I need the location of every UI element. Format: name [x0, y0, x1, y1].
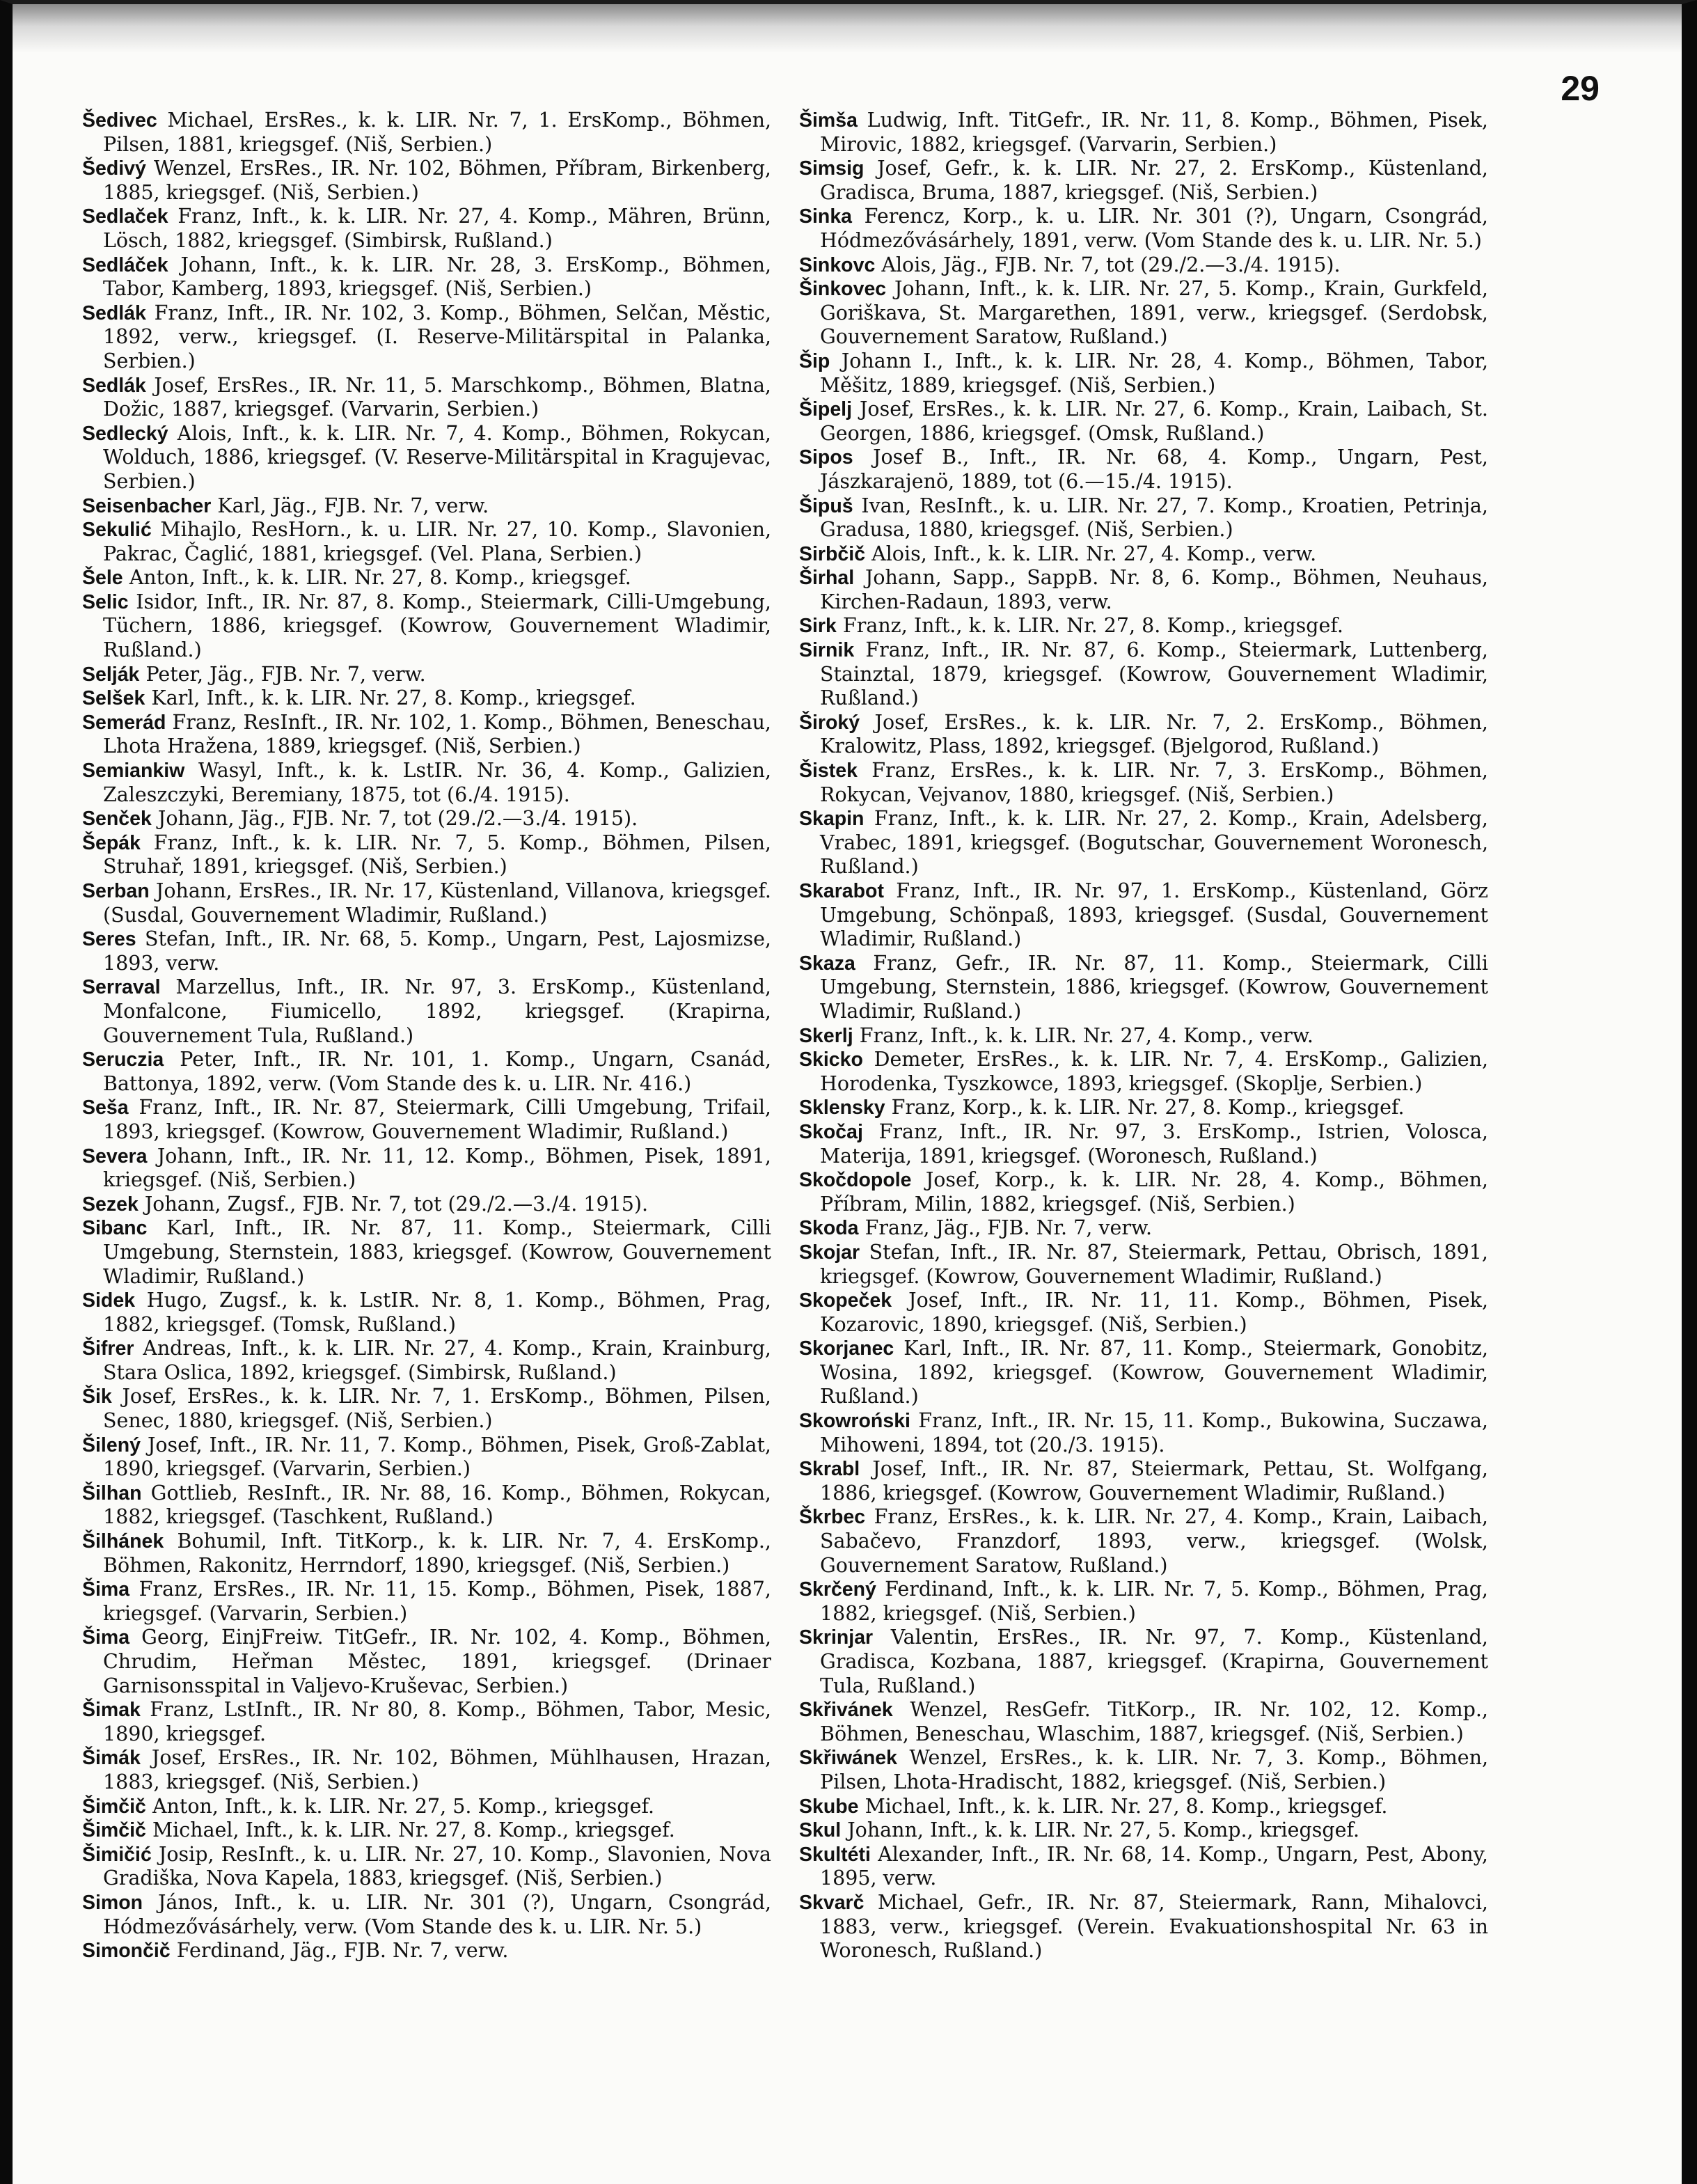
entry-surname: Šepák	[82, 831, 141, 854]
entry-details: Michael, Inft., k. k. LIR. Nr. 27, 8. Komp., kriegsgef.	[145, 1818, 675, 1842]
entry-surname: Sirk	[799, 615, 837, 638]
entry-surname: Šima	[82, 1626, 130, 1649]
entry-surname: Sibanc	[82, 1217, 148, 1240]
list-item	[799, 1698, 1488, 1746]
entry-details: Johann, Jäg., FJB. Nr. 7, tot (29./2.—3./4. 1915).	[151, 807, 638, 831]
list-item	[82, 1337, 771, 1385]
entry-details: Peter, Jäg., FJB. Nr. 7, verw.	[139, 662, 426, 686]
entry-details: Franz, Inft., k. k. LIR. Nr. 27, 4. Komp., verw.	[853, 1023, 1313, 1047]
list-item	[82, 1818, 771, 1843]
entry-surname: Sidek	[82, 1289, 136, 1312]
entry-surname: Skočdopole	[799, 1169, 912, 1192]
entry-details: Josip, ResInft., k. u. LIR. Nr. 27, 10. Komp., Slavonien, Nova Gradiška, Nova Kapela, 1883, kriegsgef. (Niš, Serbien.)	[103, 1842, 771, 1890]
list-item	[82, 1795, 771, 1819]
list-item	[82, 374, 771, 422]
list-item	[82, 975, 771, 1048]
list-item	[82, 807, 771, 831]
entry-details: Johann, Sapp., SappB. Nr. 8, 6. Komp., Böhmen, Neuhaus, Kirchen-Radaun, 1893, verw.	[820, 566, 1488, 613]
entry-surname: Skerlj	[799, 1024, 853, 1047]
list-item	[82, 1482, 771, 1530]
entry-surname: Šimak	[82, 1699, 141, 1722]
entry-details: Hugo, Zugsf., k. k. LstIR. Nr. 8, 1. Komp., Böhmen, Prag, 1882, kriegsgef. (Tomsk, Rußland.)	[103, 1289, 771, 1336]
entry-details: Anton, Inft., k. k. LIR. Nr. 27, 5. Komp., kriegsgef.	[145, 1794, 655, 1818]
entry-details: Michael, Gefr., IR. Nr. 87, Steiermark, Rann, Mihalovci, 1883, verw., kriegsgef. (Verein. Evakuationshospital Nr. 63 in Woronesch, Rußland.)	[820, 1890, 1488, 1963]
entry-details: Georg, EinjFreiw. TitGefr., IR. Nr. 102, 4. Komp., Böhmen, Chrudim, Heřman Městec, 1891, kriegsgef. (Drinaer Garnisonsspital in Valjevo-Kruševac, Serbien.)	[103, 1626, 771, 1697]
list-item	[799, 1337, 1488, 1409]
entry-details: Mihajlo, ResHorn., k. u. LIR. Nr. 27, 10. Komp., Slavonien, Pakrac, Čaglić, 1881, kriegsgef. (Vel. Plana, Serbien.)	[103, 518, 771, 565]
right-column	[799, 109, 1488, 1963]
list-item	[799, 1120, 1488, 1168]
list-item	[799, 1891, 1488, 1963]
list-item	[799, 614, 1488, 638]
entry-surname: Seruczia	[82, 1048, 164, 1071]
entry-details: Franz, Inft., k. k. LIR. Nr. 7, 5. Komp., Böhmen, Pilsen, Struhař, 1891, kriegsgef. (Niš, Serbien.)	[103, 831, 771, 879]
entry-surname: Sinka	[799, 205, 853, 228]
entry-details: Franz, Inft., IR. Nr. 97, 3. ErsKomp., Istrien, Volosca, Materija, 1891, kriegsgef. (Woronesch, Rußland.)	[820, 1120, 1488, 1168]
entry-details: Wenzel, ErsRes., IR. Nr. 102, Böhmen, Příbram, Birkenberg, 1885, kriegsgef. (Niš, Serbien.)	[103, 157, 771, 204]
entry-details: Josef, Gefr., k. k. LIR. Nr. 27, 2. ErsKomp., Küstenland, Gradisca, Bruma, 1887, kriegsgef. (Niš, Serbien.)	[820, 157, 1488, 204]
entry-surname: Šimša	[799, 109, 858, 132]
entry-details: Wasyl, Inft., k. k. LstIR. Nr. 36, 4. Komp., Galizien, Zaleszczyki, Beremiany, 1875, tot (6./4. 1915).	[103, 759, 771, 806]
entry-details: Franz, Jäg., FJB. Nr. 7, verw.	[858, 1216, 1153, 1240]
list-item	[799, 1457, 1488, 1505]
entry-surname: Selic	[82, 590, 129, 613]
entry-surname: Simsig	[799, 157, 865, 180]
list-item	[799, 1505, 1488, 1578]
list-item	[799, 205, 1488, 253]
entry-details: Andreas, Inft., k. k. LIR. Nr. 27, 4. Komp., Krain, Krainburg, Stara Oslica, 1892, kriegsgef. (Simbirsk, Rußland.)	[103, 1337, 771, 1384]
entry-details: Franz, Gefr., IR. Nr. 87, 11. Komp., Steiermark, Cilli Umgebung, Sternstein, 1886, kriegsgef. (Kowrow, Gouvernement Wladimir, Rußland.)	[820, 951, 1488, 1023]
list-item	[82, 927, 771, 975]
entry-surname: Skoda	[799, 1217, 859, 1240]
entry-surname: Šima	[82, 1578, 130, 1601]
entry-surname: Skaza	[799, 952, 855, 975]
entry-details: Isidor, Inft., IR. Nr. 87, 8. Komp., Steiermark, Cilli-Umgebung, Tüchern, 1886, kriegsgef. (Kowrow, Gouvernement Wladimir, Rußland.)	[103, 590, 771, 662]
entry-details: Alois, Inft., k. k. LIR. Nr. 27, 4. Komp., verw.	[865, 542, 1317, 565]
entry-details: Josef, ErsRes., IR. Nr. 11, 5. Marschkomp., Böhmen, Blatna, Dožic, 1887, kriegsgef. (Varvarin, Serbien.)	[103, 373, 771, 421]
entry-details: Franz, Inft., IR. Nr. 87, 6. Komp., Steiermark, Luttenberg, Stainztal, 1879, kriegsgef. (Kowrow, Gouvernement Wladimir, Rußland.)	[820, 638, 1488, 710]
list-item	[82, 1698, 771, 1746]
list-item	[82, 1530, 771, 1578]
entry-surname: Šedivec	[82, 109, 157, 132]
list-item	[82, 109, 771, 157]
entry-surname: Sinkovc	[799, 253, 876, 276]
entry-surname: Šinkovec	[799, 278, 887, 301]
entry-details: Josef, Korp., k. k. LIR. Nr. 28, 4. Komp., Böhmen, Příbram, Milin, 1882, kriegsgef. (Niš, Serbien.)	[820, 1168, 1488, 1216]
page-number: 29	[1561, 69, 1600, 108]
list-item	[82, 1385, 771, 1433]
entry-surname: Skrčený	[799, 1578, 876, 1601]
entry-details: Marzellus, Inft., IR. Nr. 97, 3. ErsKomp., Küstenland, Monfalcone, Fiumicello, 1892, kriegsgef. (Krapirna, Gouvernement Tula, Rußland.)	[103, 975, 771, 1047]
list-item	[82, 1578, 771, 1626]
list-item	[799, 109, 1488, 157]
entry-surname: Sedlák	[82, 374, 146, 397]
entry-details: Franz, Inft., IR. Nr. 87, Steiermark, Cilli Umgebung, Trifail, 1893, kriegsgef. (Kowrow, Gouvernement Wladimir, Rußland.)	[103, 1096, 771, 1143]
entry-surname: Šipelj	[799, 398, 853, 421]
list-item	[82, 566, 771, 590]
entry-details: Franz, ErsRes., k. k. LIR. Nr. 27, 4. Komp., Krain, Laibach, Sabačevo, Franzdorf, 1893, verw., kriegsgef. (Wolsk, Gouvernement Saratow, Rußland.)	[820, 1505, 1488, 1577]
list-item	[799, 1843, 1488, 1891]
list-item	[799, 446, 1488, 494]
list-item	[799, 879, 1488, 952]
list-item	[799, 1818, 1488, 1843]
entry-details: Karl, Jäg., FJB. Nr. 7, verw.	[211, 494, 489, 517]
entry-details: Karl, Inft., IR. Nr. 87, 11. Komp., Steiermark, Cilli Umgebung, Sternstein, 1883, kriegsgef. (Kowrow, Gouvernement Wladimir, Rußland.)	[103, 1216, 771, 1288]
list-item	[82, 1746, 771, 1794]
list-item	[82, 1891, 771, 1939]
entry-details: Johann, Inft., IR. Nr. 11, 12. Komp., Böhmen, Pisek, 1891, kriegsgef. (Niš, Serbien.)	[103, 1144, 771, 1192]
entry-surname: Skul	[799, 1819, 842, 1842]
entry-details: Johann, Zugsf., FJB. Nr. 7, tot (29./2.—3./4. 1915).	[138, 1192, 649, 1216]
entry-surname: Skřiwánek	[799, 1747, 897, 1770]
entry-surname: Sirnik	[799, 639, 855, 662]
entry-surname: Šimčič	[82, 1795, 146, 1818]
entry-surname: Šimičić	[82, 1843, 152, 1866]
list-item	[82, 1193, 771, 1217]
entry-details: Bohumil, Inft. TitKorp., k. k. LIR. Nr. 7, 4. ErsKomp., Böhmen, Rakonitz, Herrndorf, 1890, kriegsgef. (Niš, Serbien.)	[103, 1530, 771, 1577]
entry-surname: Šimák	[82, 1747, 141, 1770]
entry-details: Franz, Inft., IR. Nr. 15, 11. Komp., Bukowina, Suczawa, Mihoweni, 1894, tot (20./3. 1915).	[820, 1409, 1488, 1456]
entry-details: Demeter, ErsRes., k. k. LIR. Nr. 7, 4. ErsKomp., Galizien, Horodenka, Tyszkowce, 1893, kriegsgef. (Skoplje, Serbien.)	[820, 1048, 1488, 1095]
list-item	[82, 1289, 771, 1337]
entry-details: Franz, ErsRes., IR. Nr. 11, 15. Komp., Böhmen, Pisek, 1887, kriegsgef. (Varvarin, Serbien.)	[103, 1578, 771, 1625]
list-item	[82, 590, 771, 663]
entry-surname: Sedláček	[82, 253, 168, 276]
entry-surname: Sirbčič	[799, 542, 866, 565]
entry-surname: Skultéti	[799, 1843, 871, 1866]
entry-surname: Sipos	[799, 446, 853, 469]
list-item	[799, 277, 1488, 349]
entry-surname: Skowroński	[799, 1410, 910, 1433]
entry-details: Josef, ErsRes., k. k. LIR. Nr. 7, 2. ErsKomp., Böhmen, Kralowitz, Plass, 1892, kriegsgef. (Bjelgorod, Rußland.)	[820, 710, 1488, 758]
list-item	[799, 1289, 1488, 1337]
entry-surname: Sedlaček	[82, 205, 168, 228]
entry-surname: Selšek	[82, 687, 145, 710]
list-item	[799, 1048, 1488, 1096]
entry-details: Ferencz, Korp., k. u. LIR. Nr. 301 (?), Ungarn, Csongrád, Hódmezővásárhely, 1891, verw. (Vom Stande des k. u. LIR. Nr. 5.)	[820, 205, 1488, 252]
entry-surname: Skicko	[799, 1048, 863, 1071]
list-item	[82, 1216, 771, 1289]
entry-surname: Sedlecký	[82, 422, 168, 445]
entry-surname: Šedivý	[82, 157, 146, 180]
entry-details: Franz, Inft., k. k. LIR. Nr. 27, 2. Komp., Krain, Adelsberg, Vrabec, 1891, kriegsgef. (Bogutschar, Gouvernement Woronesch, Rußland.)	[820, 807, 1488, 879]
entry-surname: Sezek	[82, 1193, 139, 1216]
list-item	[799, 952, 1488, 1024]
list-item	[799, 1168, 1488, 1216]
entry-surname: Šistek	[799, 760, 858, 783]
list-item	[799, 1578, 1488, 1626]
list-item	[82, 711, 771, 759]
entry-details: Josef, Inft., IR. Nr. 87, Steiermark, Pettau, St. Wolfgang, 1886, kriegsgef. (Kowrow, Gouvernement Wladimir, Rußland.)	[820, 1457, 1488, 1505]
list-item	[799, 1096, 1488, 1120]
list-item	[82, 301, 771, 374]
list-item	[82, 494, 771, 519]
entry-surname: Simon	[82, 1891, 143, 1914]
entry-surname: Skarabot	[799, 880, 884, 902]
entry-details: Anton, Inft., k. k. LIR. Nr. 27, 8. Komp., kriegsgef.	[123, 566, 631, 590]
entry-details: Josef, ErsRes., k. k. LIR. Nr. 27, 6. Komp., Krain, Laibach, St. Georgen, 1886, kriegsgef. (Omsk, Rußland.)	[820, 398, 1488, 445]
list-item	[799, 807, 1488, 879]
entry-details: Ferdinand, Jäg., FJB. Nr. 7, verw.	[170, 1939, 509, 1963]
entry-surname: Širhal	[799, 567, 855, 590]
entry-details: Alois, Jäg., FJB. Nr. 7, tot (29./2.—3./4. 1915).	[875, 253, 1341, 276]
list-item	[82, 205, 771, 253]
entry-surname: Skube	[799, 1795, 859, 1818]
list-item	[82, 1939, 771, 1963]
entry-details: Josef, Inft., IR. Nr. 11, 7. Komp., Böhmen, Pisek, Groß-Zablat, 1890, kriegsgef. (Varvarin, Serbien.)	[103, 1433, 771, 1481]
entry-surname: Serraval	[82, 976, 161, 999]
entry-surname: Skojar	[799, 1241, 860, 1264]
entry-details: Franz, Inft., k. k. LIR. Nr. 27, 8. Komp., kriegsgef.	[836, 614, 1343, 638]
entry-details: Stefan, Inft., IR. Nr. 87, Steiermark, Pettau, Obrisch, 1891, kriegsgef. (Kowrow, Gouvernement Wladimir, Rußland.)	[820, 1240, 1488, 1288]
list-item	[82, 253, 771, 301]
list-item	[82, 1433, 771, 1482]
list-item	[799, 711, 1488, 759]
list-item	[799, 1241, 1488, 1289]
entry-surname: Sedlák	[82, 301, 146, 324]
entry-details: Ferdinand, Inft., k. k. LIR. Nr. 7, 5. Komp., Böhmen, Prag, 1882, kriegsgef. (Niš, Serbien.)	[820, 1578, 1488, 1625]
entry-details: Franz, LstInft., IR. Nr 80, 8. Komp., Böhmen, Tabor, Mesic, 1890, kriegsgef.	[103, 1698, 771, 1745]
list-item	[799, 566, 1488, 614]
entry-details: Johann, Inft., k. k. LIR. Nr. 27, 5. Komp., kriegsgef.	[841, 1818, 1360, 1842]
list-item	[82, 1145, 771, 1193]
entry-surname: Sklensky	[799, 1097, 885, 1120]
list-item	[799, 1409, 1488, 1457]
entry-surname: Škrbec	[799, 1506, 866, 1529]
list-item	[799, 157, 1488, 205]
list-item	[82, 1626, 771, 1698]
list-item	[799, 542, 1488, 567]
list-item	[82, 1048, 771, 1096]
entry-details: Stefan, Inft., IR. Nr. 68, 5. Komp., Ungarn, Pest, Lajosmizse, 1893, verw.	[103, 927, 771, 975]
entry-details: Josef, Inft., IR. Nr. 11, 11. Komp., Böhmen, Pisek, Kozarovic, 1890, kriegsgef. (Niš, Serbien.)	[820, 1289, 1488, 1336]
entry-details: Michael, ErsRes., k. k. LIR. Nr. 7, 1. ErsKomp., Böhmen, Pilsen, 1881, kriegsgef. (Niš, Serbien.)	[103, 109, 771, 156]
entry-details: Franz, Inft., IR. Nr. 97, 1. ErsKomp., Küstenland, Görz Umgebung, Schönpaß, 1893, kriegsgef. (Susdal, Gouvernement Wladimir, Rußland.)	[820, 879, 1488, 951]
entry-details: Karl, Inft., IR. Nr. 87, 11. Komp., Steiermark, Gonobitz, Wosina, 1892, kriegsgef. (Kowrow, Gouvernement Wladimir, Rußland.)	[820, 1337, 1488, 1408]
entry-surname: Šilhan	[82, 1482, 142, 1505]
entry-details: Josef, ErsRes., IR. Nr. 102, Böhmen, Mühlhausen, Hrazan, 1883, kriegsgef. (Niš, Serbien.)	[103, 1746, 771, 1793]
list-item	[82, 157, 771, 205]
list-item	[799, 638, 1488, 711]
entry-details: Michael, Inft., k. k. LIR. Nr. 27, 8. Komp., kriegsgef.	[858, 1794, 1388, 1818]
entry-surname: Skopeček	[799, 1289, 892, 1312]
list-item	[799, 349, 1488, 398]
entry-surname: Severa	[82, 1145, 148, 1168]
entry-surname: Semerád	[82, 711, 166, 734]
list-item	[82, 1843, 771, 1891]
entry-surname: Simončič	[82, 1940, 171, 1963]
entry-surname: Široký	[799, 711, 860, 734]
entry-details: Wenzel, ResGefr. TitKorp., IR. Nr. 102, 12. Komp., Böhmen, Beneschau, Wlaschim, 1887, kriegsgef. (Niš, Serbien.)	[820, 1698, 1488, 1745]
entry-surname: Šilhánek	[82, 1530, 164, 1553]
entry-details: Johann, Inft., k. k. LIR. Nr. 27, 5. Komp., Krain, Gurkfeld, Goriškava, St. Margarethen, 1891, verw., kriegsgef. (Serdobsk, Gouvernement Saratow, Rußland.)	[820, 277, 1488, 349]
entry-details: Johann, ErsRes., IR. Nr. 17, Küstenland, Villanova, kriegsgef. (Susdal, Gouvernement Wladimir, Rußland.)	[103, 879, 771, 927]
entry-details: Johann, Inft., k. k. LIR. Nr. 28, 3. ErsKomp., Böhmen, Tabor, Kamberg, 1893, kriegsgef. (Niš, Serbien.)	[103, 253, 771, 301]
entry-surname: Skřivánek	[799, 1699, 893, 1722]
list-item	[799, 1216, 1488, 1241]
entry-surname: Šifrer	[82, 1337, 134, 1360]
entry-surname: Šip	[799, 349, 830, 372]
entry-surname: Šipuš	[799, 494, 853, 517]
entry-details: Josef, ErsRes., k. k. LIR. Nr. 7, 1. ErsKomp., Böhmen, Pilsen, Senec, 1880, kriegsgef. (Niš, Serbien.)	[103, 1385, 771, 1433]
list-item	[799, 253, 1488, 278]
entry-surname: Skrabl	[799, 1458, 860, 1481]
list-item	[799, 1024, 1488, 1048]
entry-details: Franz, Inft., k. k. LIR. Nr. 27, 4. Komp., Mähren, Brünn, Lösch, 1882, kriegsgef. (Simbirsk, Rußland.)	[103, 205, 771, 252]
list-item	[799, 494, 1488, 542]
entry-surname: Skrinjar	[799, 1626, 874, 1649]
entry-details: Johann I., Inft., k. k. LIR. Nr. 28, 4. Komp., Böhmen, Tabor, Měšitz, 1889, kriegsgef. (Niš, Serbien.)	[820, 349, 1488, 397]
list-item	[82, 759, 771, 807]
entry-surname: Serban	[82, 880, 150, 902]
list-item	[799, 1746, 1488, 1794]
entry-surname: Skorjanec	[799, 1337, 894, 1360]
entry-surname: Seres	[82, 928, 136, 951]
entry-details: Ivan, ResInft., k. u. LIR. Nr. 27, 7. Komp., Kroatien, Petrinja, Gradusa, 1880, kriegsgef. (Niš, Serbien.)	[820, 494, 1488, 542]
entry-surname: Seša	[82, 1097, 129, 1120]
entry-surname: Šimčič	[82, 1819, 146, 1842]
entry-surname: Senček	[82, 808, 152, 831]
entry-details: Alois, Inft., k. k. LIR. Nr. 7, 4. Komp., Böhmen, Rokycan, Wolduch, 1886, kriegsgef. (V. Reserve-Militärspital in Kragujevac, Serbien.)	[103, 421, 771, 493]
entry-surname: Sekulić	[82, 519, 152, 542]
left-column	[82, 109, 771, 1963]
entry-surname: Šilený	[82, 1433, 141, 1456]
list-item	[799, 759, 1488, 807]
entry-details: Karl, Inft., k. k. LIR. Nr. 27, 8. Komp., kriegsgef.	[145, 686, 636, 710]
entry-surname: Šik	[82, 1385, 112, 1408]
entry-surname: Skočaj	[799, 1120, 863, 1143]
entry-surname: Semiankiw	[82, 760, 185, 783]
list-item	[82, 686, 771, 711]
entry-details: Franz, ResInft., IR. Nr. 102, 1. Komp., Böhmen, Beneschau, Lhota Hražena, 1889, kriegsgef. (Niš, Serbien.)	[103, 710, 771, 758]
list-item	[82, 663, 771, 687]
entry-details: Valentin, ErsRes., IR. Nr. 97, 7. Komp., Küstenland, Gradisca, Kozbana, 1887, kriegsgef. (Krapirna, Gouvernement Tula, Rußland.)	[820, 1626, 1488, 1697]
entry-details: Josef B., Inft., IR. Nr. 68, 4. Komp., Ungarn, Pest, Jászkarajenö, 1889, tot (6.—15./4. 1915).	[820, 446, 1488, 493]
list-item	[799, 1626, 1488, 1698]
list-item	[82, 422, 771, 494]
list-item	[82, 1096, 771, 1144]
entry-surname: Seisenbacher	[82, 494, 212, 517]
entry-surname: Selják	[82, 663, 140, 686]
list-item	[82, 831, 771, 879]
entry-details: Franz, ErsRes., k. k. LIR. Nr. 7, 3. ErsKomp., Böhmen, Rokycan, Vejvanov, 1880, kriegsgef. (Niš, Serbien.)	[820, 759, 1488, 806]
entry-surname: Skapin	[799, 808, 865, 831]
entry-details: Franz, Inft., IR. Nr. 102, 3. Komp., Böhmen, Selčan, Městic, 1892, verw., kriegsgef. (I. Reserve-Militärspital in Palanka, Serbien.)	[103, 301, 771, 372]
entry-details: Peter, Inft., IR. Nr. 101, 1. Komp., Ungarn, Csanád, Battonya, 1892, verw. (Vom Stande des k. u. LIR. Nr. 416.)	[103, 1048, 771, 1095]
entry-details: Gottlieb, ResInft., IR. Nr. 88, 16. Komp., Böhmen, Rokycan, 1882, kriegsgef. (Taschkent, Rußland.)	[103, 1481, 771, 1529]
entry-surname: Skvarč	[799, 1891, 865, 1914]
entry-details: Ludwig, Inft. TitGefr., IR. Nr. 11, 8. Komp., Böhmen, Pisek, Mirovic, 1882, kriegsgef. (Varvarin, Serbien.)	[820, 109, 1488, 156]
list-item	[799, 398, 1488, 446]
entry-surname: Šele	[82, 567, 123, 590]
entry-details: János, Inft., k. u. LIR. Nr. 301 (?), Ungarn, Csongrád, Hódmezővásárhely, verw. (Vom Stande des k. u. LIR. Nr. 5.)	[103, 1890, 771, 1938]
entry-details: Wenzel, ErsRes., k. k. LIR. Nr. 7, 3. Komp., Böhmen, Pilsen, Lhota-Hradischt, 1882, kriegsgef. (Niš, Serbien.)	[820, 1746, 1488, 1793]
list-item	[799, 1795, 1488, 1819]
list-item	[82, 879, 771, 927]
scan-shadow	[13, 4, 1682, 53]
entry-details: Alexander, Inft., IR. Nr. 68, 14. Komp., Ungarn, Pest, Abony, 1895, verw.	[820, 1842, 1488, 1890]
list-item	[82, 518, 771, 566]
entry-details: Franz, Korp., k. k. LIR. Nr. 27, 8. Komp., kriegsgef.	[885, 1096, 1405, 1120]
